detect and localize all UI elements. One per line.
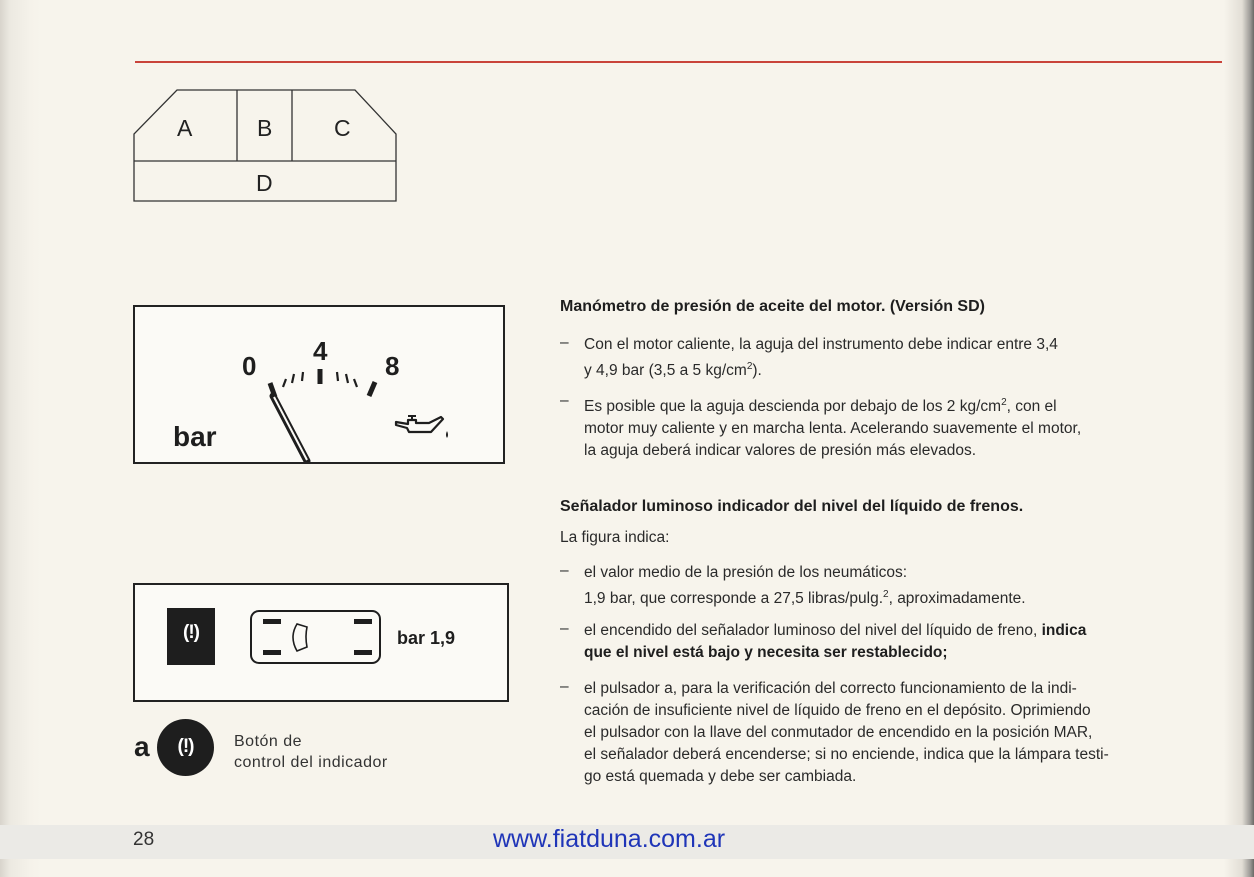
text-line	[584, 642, 1210, 664]
brake-fluid-heading: Señalador luminoso indicador del nivel del líquido de frenos.	[560, 498, 1024, 515]
text-line: el valor medio de la presión de los neumáticos:	[584, 564, 908, 581]
intro-text: La figura indica:	[560, 529, 670, 546]
page-edge-shadow	[1224, 0, 1254, 877]
brake-warning-light	[167, 608, 215, 665]
oil-pressure-section	[560, 298, 1210, 460]
text-span: , aproximadamente.	[888, 590, 1026, 608]
bullet-dash: –	[560, 334, 569, 351]
brake-warning-icon: (!)	[177, 736, 194, 757]
diagram-label-d: D	[256, 170, 273, 196]
button-caption	[234, 731, 388, 773]
text-line	[584, 584, 1210, 610]
text-line: la aguja deberá indicar valores de presión más elevados.	[584, 442, 977, 460]
bullet-dash: –	[560, 620, 569, 637]
text-line: el señalador deberá encenderse; si no enciende, indica que la lámpara testi-	[584, 746, 1109, 763]
text-line: motor muy caliente y en marcha lenta. Acelerando suavemente el motor,	[584, 420, 1082, 438]
oil-pressure-gauge	[133, 305, 505, 464]
text-line: cación de insuficiente nivel de líquido de freno en el depósito. Oprimiendo	[584, 702, 1091, 719]
oil-can-icon	[393, 413, 451, 441]
superscript: 2	[1001, 397, 1007, 408]
diagram-label-c: C	[334, 115, 351, 141]
text-line: go está quemada y debe ser cambiada.	[584, 768, 857, 785]
text-line: el pulsador con la llave del conmutador de encendido en la posición MAR,	[584, 724, 1093, 741]
gauge-unit: bar	[173, 421, 217, 452]
list-item	[560, 562, 1210, 606]
text-span: y 4,9 bar (3,5 a 5 kg/cm	[584, 362, 747, 380]
gauge-mark-8: 8	[385, 351, 400, 381]
list-item	[560, 678, 1210, 790]
gauge-mark-4: 4	[313, 336, 328, 366]
diagram-label-a: A	[177, 115, 193, 141]
tire-pressure-panel	[133, 583, 509, 702]
brake-fluid-section	[560, 498, 1210, 785]
text-span: ).	[752, 362, 762, 380]
bullet-dash: –	[560, 392, 569, 409]
bullet-dash: –	[560, 678, 569, 695]
brake-check-button[interactable]	[157, 719, 214, 776]
website-link[interactable]: www.fiatduna.com.ar	[493, 825, 726, 853]
text-line: el pulsador a, para la verificación del correcto funcionamiento de la indi-	[584, 680, 1077, 697]
dashboard-layout-diagram	[133, 88, 397, 202]
page-number: 28	[133, 829, 155, 850]
text-span: , con el	[1006, 398, 1057, 416]
page-binding-shadow	[0, 0, 42, 877]
text-span: 1,9 bar, que corresponde a 27,5 libras/pulg.	[584, 590, 884, 608]
text-line: Con el motor caliente, la aguja del instrumento debe indicar entre 3,4	[584, 336, 1058, 353]
text-line	[584, 356, 1210, 382]
oil-pressure-heading: Manómetro de presión de aceite del motor. (Versión SD)	[560, 298, 985, 315]
car-top-view-icon	[249, 609, 383, 665]
button-letter-a: a	[134, 731, 150, 762]
caption-line: Botón de	[234, 733, 303, 750]
superscript: 2	[746, 361, 753, 372]
text-span: el encendido del señalador luminoso del nivel del líquido de freno,	[584, 622, 1042, 639]
superscript: 2	[883, 589, 889, 600]
list-item	[560, 392, 1210, 458]
text-line	[584, 620, 1210, 642]
diagram-label-b: B	[257, 115, 273, 141]
list-item	[560, 334, 1210, 378]
text-line	[584, 392, 1210, 418]
list-item	[560, 620, 1210, 664]
brake-warning-icon: (!)	[183, 622, 199, 643]
emphasis-text: indica	[1041, 622, 1087, 639]
header-rule	[135, 61, 1222, 63]
bullet-dash: –	[560, 562, 569, 579]
text-span: Es posible que la aguja descienda por debajo de los 2 kg/cm	[584, 398, 1002, 416]
gauge-mark-0: 0	[242, 351, 257, 381]
caption-line: control del indicador	[234, 754, 388, 771]
emphasis-text: que el nivel está bajo y necesita ser restablecido;	[584, 644, 948, 661]
tire-pressure-value: bar 1,9	[397, 628, 456, 648]
